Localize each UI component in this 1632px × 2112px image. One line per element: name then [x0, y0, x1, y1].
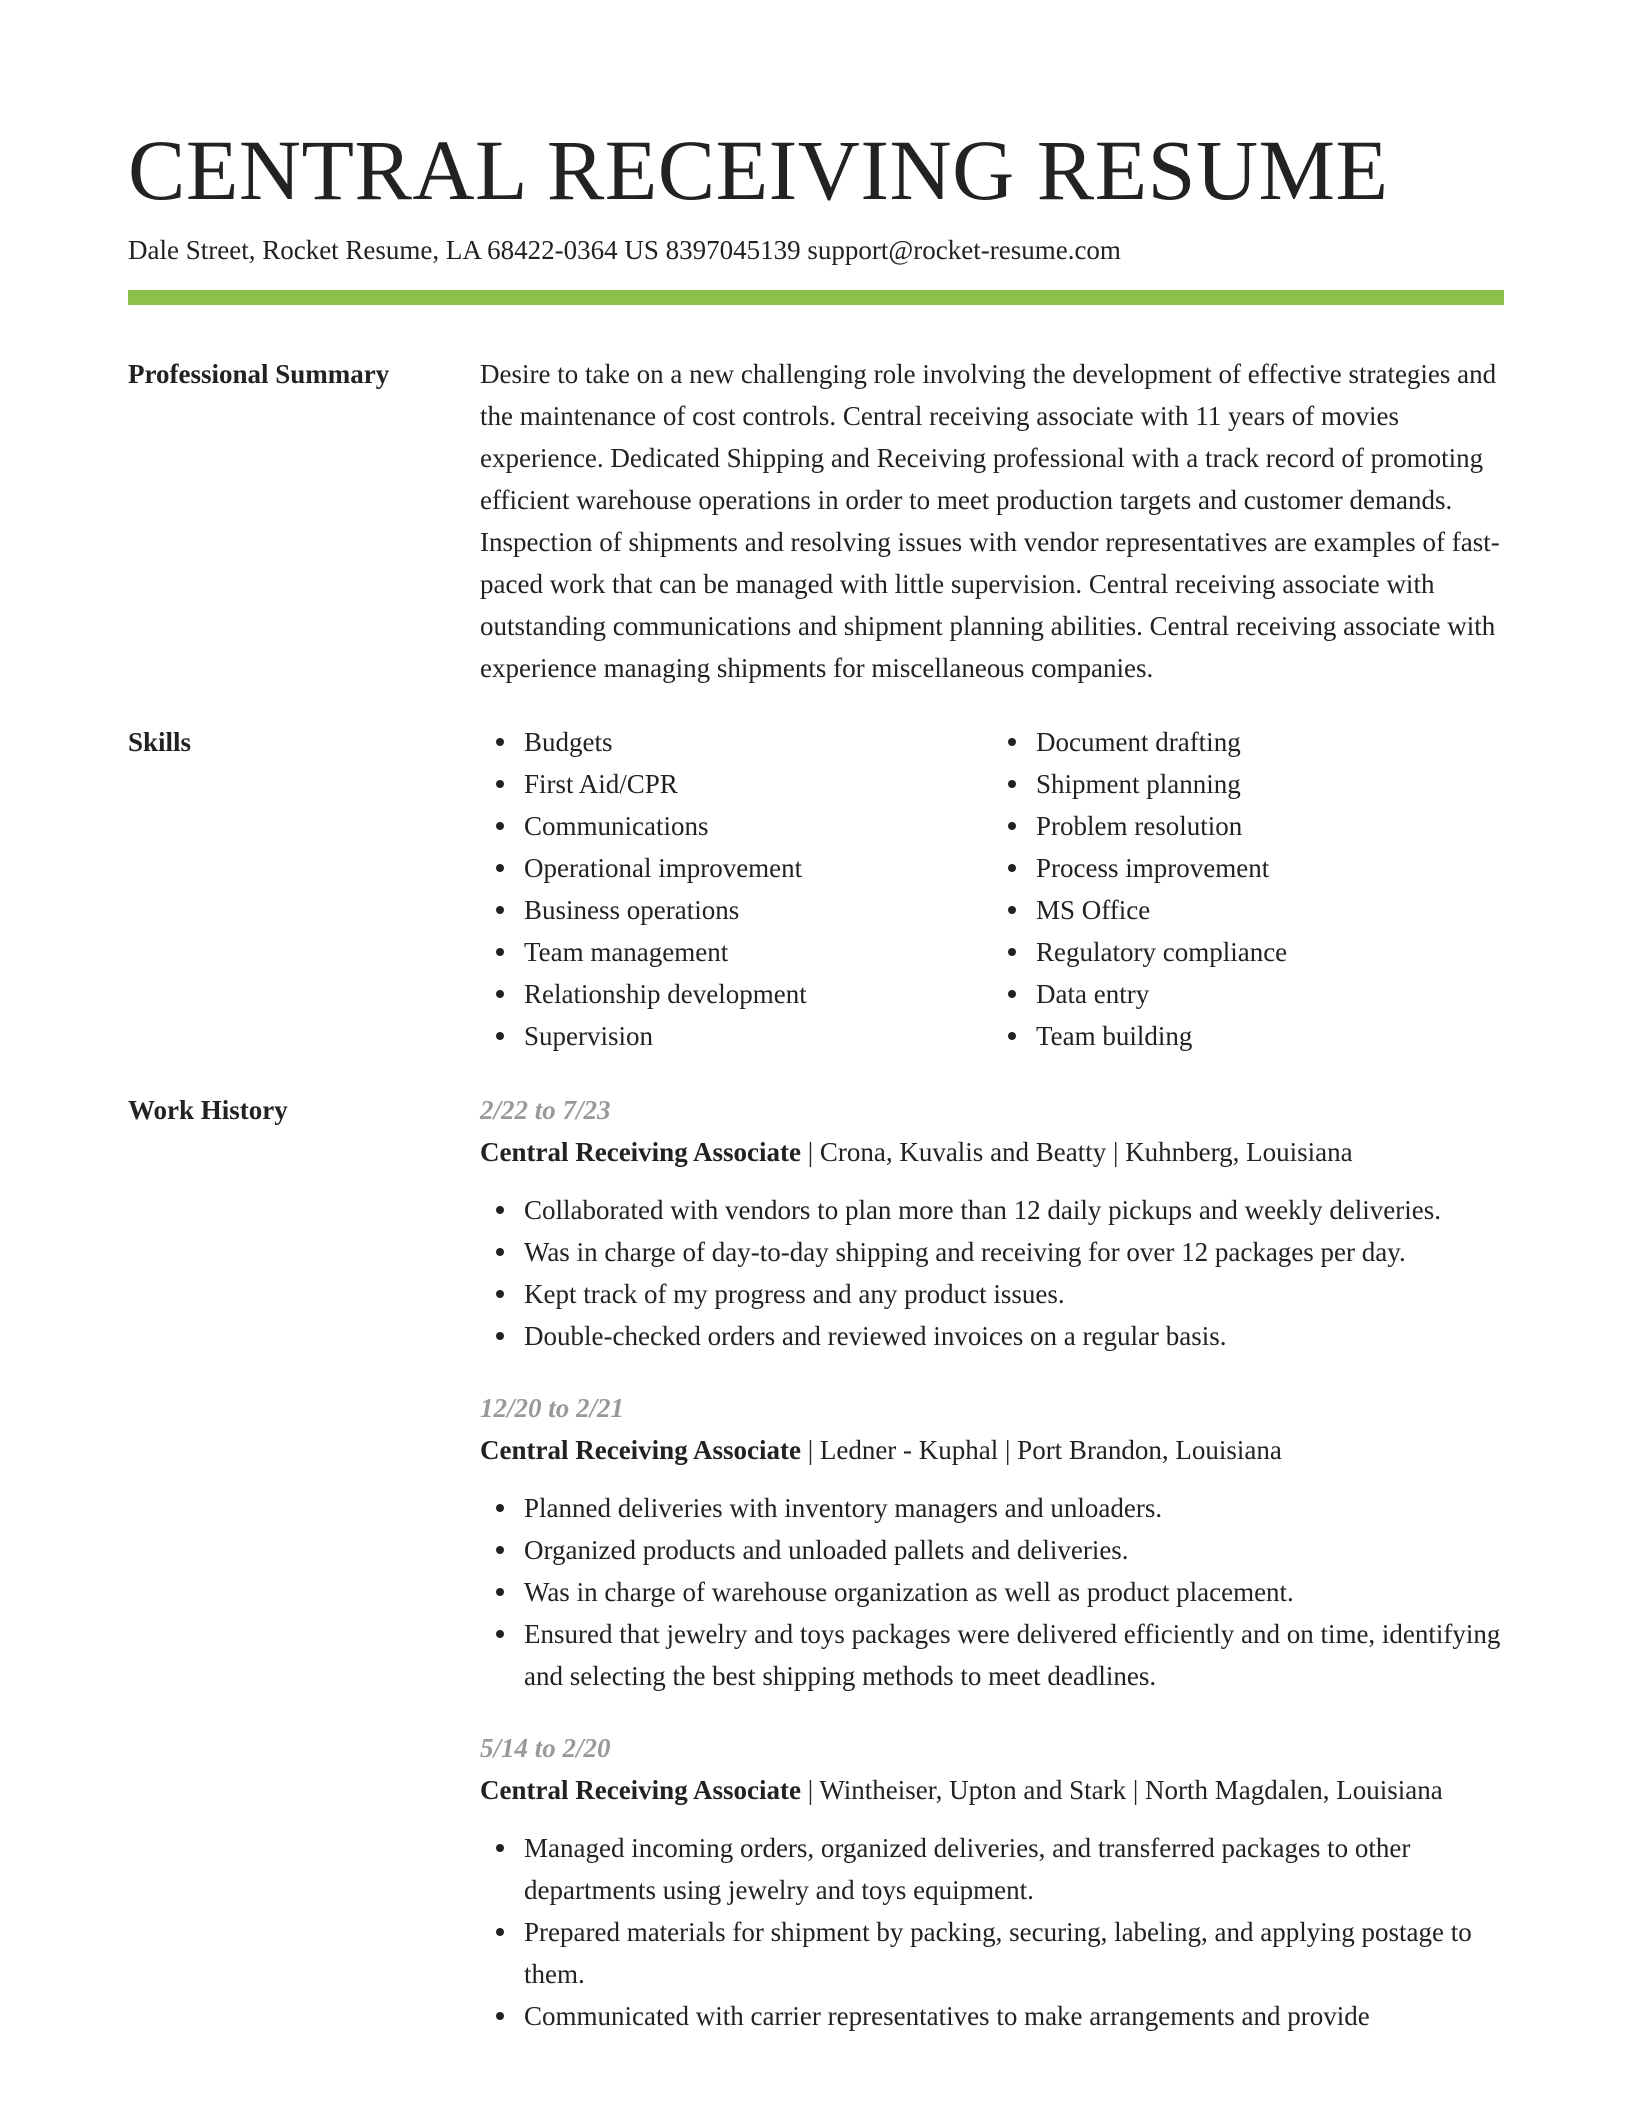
job-title: Central Receiving Associate	[480, 1137, 801, 1167]
job-title-line	[480, 1769, 1504, 1811]
job-bullet: Communicated with carrier representatives to make arrangements and provide	[524, 1995, 1504, 2037]
resume-name: CENTRAL RECEIVING RESUME	[128, 122, 1389, 218]
job-title: Central Receiving Associate	[480, 1775, 801, 1805]
summary-section	[128, 353, 1504, 689]
skill-item: Team management	[524, 931, 992, 973]
skill-item: Budgets	[524, 721, 992, 763]
job-bullet: Was in charge of day-to-day shipping and receiving for over 12 packages per day.	[524, 1231, 1504, 1273]
skill-item: Business operations	[524, 889, 992, 931]
skills-list-left	[480, 721, 992, 1057]
job-bullet: Kept track of my progress and any product issues.	[524, 1273, 1504, 1315]
skill-item: Communications	[524, 805, 992, 847]
skill-item: First Aid/CPR	[524, 763, 992, 805]
job-title-line	[480, 1131, 1504, 1173]
resume-page	[128, 118, 1504, 2067]
skill-item: Supervision	[524, 1015, 992, 1057]
job-dates: 12/20 to 2/21	[480, 1393, 625, 1423]
skills-heading: Skills	[128, 727, 192, 757]
job-employer-location: | Crona, Kuvalis and Beatty | Kuhnberg, Louisiana	[800, 1137, 1353, 1167]
skill-item: Shipment planning	[1036, 763, 1504, 805]
skill-item: Operational improvement	[524, 847, 992, 889]
job-bullets	[480, 1487, 1504, 1697]
work-history-heading: Work History	[128, 1095, 288, 1125]
job-dates: 5/14 to 2/20	[480, 1733, 611, 1763]
header-divider	[128, 290, 1504, 305]
job-entry	[480, 1089, 1504, 1357]
job-title: Central Receiving Associate	[480, 1435, 801, 1465]
job-employer-location: | Wintheiser, Upton and Stark | North Magdalen, Louisiana	[800, 1775, 1443, 1805]
job-title-line	[480, 1429, 1504, 1471]
job-employer-location: | Ledner - Kuphal | Port Brandon, Louisiana	[800, 1435, 1282, 1465]
job-entry	[480, 1387, 1504, 1697]
job-dates: 2/22 to 7/23	[480, 1095, 611, 1125]
skill-item: Process improvement	[1036, 847, 1504, 889]
skill-item: Data entry	[1036, 973, 1504, 1015]
summary-text: Desire to take on a new challenging role involving the development of effective strategies and the maintenance of cost controls. Central receiving associate with 11 years of movies experience. Dedicated Shipping and Receiving professional with a track record of promoting efficient warehouse operations in order to meet production targets and customer demands. Inspection of shipments and resolving issues with vendor representatives are examples of fast-paced work that can be managed with little supervision. Central receiving associate with outstanding communications and shipment planning abilities. Central receiving associate with experience managing shipments for miscellaneous companies.	[480, 359, 1500, 683]
job-bullet: Prepared materials for shipment by packing, securing, labeling, and applying postage to them.	[524, 1911, 1504, 1995]
job-bullet: Ensured that jewelry and toys packages were delivered efficiently and on time, identifying and selecting the best shipping methods to meet deadlines.	[524, 1613, 1504, 1697]
job-bullets	[480, 1827, 1504, 2037]
job-bullet: Collaborated with vendors to plan more than 12 daily pickups and weekly deliveries.	[524, 1189, 1504, 1231]
skill-item: Relationship development	[524, 973, 992, 1015]
summary-heading: Professional Summary	[128, 359, 390, 389]
job-bullet: Managed incoming orders, organized deliveries, and transferred packages to other departments using jewelry and toys equipment.	[524, 1827, 1504, 1911]
skill-item: Regulatory compliance	[1036, 931, 1504, 973]
skill-item: Team building	[1036, 1015, 1504, 1057]
skill-item: Problem resolution	[1036, 805, 1504, 847]
job-bullet: Double-checked orders and reviewed invoices on a regular basis.	[524, 1315, 1504, 1357]
job-bullet: Organized products and unloaded pallets and deliveries.	[524, 1529, 1504, 1571]
skills-list-right	[992, 721, 1504, 1057]
job-bullets	[480, 1189, 1504, 1357]
skills-section	[128, 721, 1504, 1057]
contact-info: Dale Street, Rocket Resume, LA 68422-0364 US 8397045139 support@rocket-resume.com	[128, 235, 1121, 265]
skill-item: Document drafting	[1036, 721, 1504, 763]
work-history-section	[128, 1089, 1504, 2067]
job-bullet: Planned deliveries with inventory managers and unloaders.	[524, 1487, 1504, 1529]
job-bullet: Was in charge of warehouse organization as well as product placement.	[524, 1571, 1504, 1613]
skill-item: MS Office	[1036, 889, 1504, 931]
job-entry	[480, 1727, 1504, 2037]
